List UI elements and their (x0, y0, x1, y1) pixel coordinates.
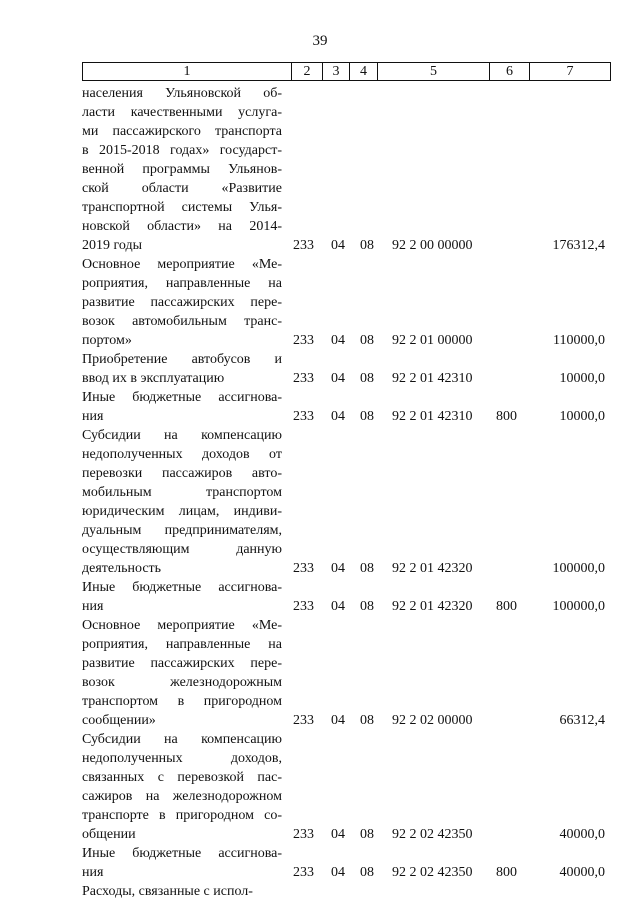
row-description-line: ской области «Развитие (82, 181, 282, 196)
row-description-line: дуальным предпринимателям, (82, 523, 282, 538)
cell-c2: 233 (293, 409, 314, 424)
row-description-line: сажиров на железнодорожном (82, 789, 282, 804)
cell-c2: 233 (293, 561, 314, 576)
row-description-line: ния (82, 865, 104, 880)
cell-c4: 08 (360, 409, 374, 424)
row-description-line: развитие пассажирских пере- (82, 295, 282, 310)
row-description-line: мобильным транспортом (82, 485, 282, 500)
row-values (0, 863, 640, 882)
row-description-line: недополученных доходов, (82, 751, 282, 766)
cell-c3: 04 (331, 599, 345, 614)
row-description-line: связанных с перевозкой пас- (82, 770, 282, 785)
cell-c7: 110000,0 (553, 333, 605, 348)
row-values (0, 711, 640, 730)
row-description-line: Иные бюджетные ассигнова- (82, 390, 282, 405)
cell-c6: 800 (496, 599, 517, 614)
row-values (0, 559, 640, 578)
row-description-line: 2019 годы (82, 238, 143, 253)
table-row (82, 426, 282, 578)
row-values (0, 882, 640, 901)
cell-c2: 233 (293, 371, 314, 386)
cell-c6: 800 (496, 409, 517, 424)
cell-c3: 04 (331, 238, 345, 253)
cell-c2: 233 (293, 238, 314, 253)
row-description-line: ласти качественными услуга- (82, 105, 282, 120)
row-description-line: новской области» на 2014- (82, 219, 282, 234)
cell-c7: 66312,4 (559, 713, 605, 728)
cell-c5: 92 2 02 00000 (392, 713, 473, 728)
cell-c3: 04 (331, 561, 345, 576)
row-description-line: ми пассажирского транспорта (82, 124, 282, 139)
row-description-line: портом» (82, 333, 132, 348)
cell-c5: 92 2 00 00000 (392, 238, 473, 253)
page-number: 39 (312, 33, 328, 49)
row-description-line: ния (82, 409, 104, 424)
row-values (0, 825, 640, 844)
cell-c3: 04 (331, 333, 345, 348)
row-description-line: венной программы Ульянов- (82, 162, 282, 177)
row-values (0, 597, 640, 616)
cell-c2: 233 (293, 599, 314, 614)
cell-c7: 10000,0 (559, 409, 605, 424)
row-description-line: перевозки пассажиров авто- (82, 466, 282, 481)
row-description-line: сообщении» (82, 713, 156, 728)
cell-c4: 08 (360, 333, 374, 348)
row-values (0, 407, 640, 426)
row-description-line: Субсидии на компенсацию (82, 732, 282, 747)
cell-c5: 92 2 01 42320 (392, 561, 473, 576)
row-description-line: общении (82, 827, 136, 842)
cell-c7: 100000,0 (552, 561, 605, 576)
cell-c4: 08 (360, 713, 374, 728)
row-values (0, 236, 640, 255)
cell-c3: 04 (331, 827, 345, 842)
cell-c4: 08 (360, 238, 374, 253)
header-col-7: 7 (566, 64, 574, 79)
cell-c2: 233 (293, 713, 314, 728)
row-description-line: транспорте в пригородном со- (82, 808, 282, 823)
cell-c5: 92 2 01 00000 (392, 333, 473, 348)
cell-c4: 08 (360, 371, 374, 386)
cell-c3: 04 (331, 409, 345, 424)
row-values (0, 369, 640, 388)
row-description-line: транспортной системы Улья- (82, 200, 282, 215)
row-description-line: юридическим лицам, индиви- (82, 504, 282, 519)
row-description-line: осуществляющим данную (82, 542, 282, 557)
row-description-line: населения Ульяновской об- (82, 86, 282, 101)
row-description-line: Субсидии на компенсацию (82, 428, 282, 443)
header-col-2: 2 (303, 64, 311, 79)
header-col-4: 4 (360, 64, 367, 79)
cell-c2: 233 (293, 865, 314, 880)
cell-c5: 92 2 01 42320 (392, 599, 473, 614)
row-description-line: возок автомобильным транс- (82, 314, 282, 329)
row-description-line: ввод их в эксплуатацию (82, 371, 225, 386)
cell-c6: 800 (496, 865, 517, 880)
row-description-line: Приобретение автобусов и (82, 352, 282, 367)
cell-c7: 100000,0 (552, 599, 605, 614)
cell-c4: 08 (360, 561, 374, 576)
row-description-line: роприятия, направленные на (82, 276, 282, 291)
cell-c5: 92 2 01 42310 (392, 371, 473, 386)
row-description-line: ния (82, 599, 104, 614)
header-col-6: 6 (506, 64, 513, 79)
row-description-line: роприятия, направленные на (82, 637, 282, 652)
cell-c5: 92 2 02 42350 (392, 865, 473, 880)
cell-c7: 176312,4 (552, 238, 605, 253)
header-col-1: 1 (183, 64, 191, 79)
cell-c5: 92 2 02 42350 (392, 827, 473, 842)
row-description-line: Иные бюджетные ассигнова- (82, 580, 282, 595)
header-col-5: 5 (430, 64, 437, 79)
cell-c4: 08 (360, 865, 374, 880)
row-description-line: возок железнодорожным (82, 675, 282, 690)
cell-c2: 233 (293, 827, 314, 842)
cell-c2: 233 (293, 333, 314, 348)
row-description-line: Иные бюджетные ассигнова- (82, 846, 282, 861)
row-description-line: транспортом в пригородном (82, 694, 282, 709)
row-description-line: деятельность (82, 561, 162, 576)
row-description-line: в 2015-2018 годах» государст- (82, 143, 282, 158)
cell-c3: 04 (331, 865, 345, 880)
row-description-line: Основное мероприятие «Ме- (82, 618, 282, 633)
cell-c5: 92 2 01 42310 (392, 409, 473, 424)
cell-c3: 04 (331, 371, 345, 386)
cell-c3: 04 (331, 713, 345, 728)
row-values (0, 331, 640, 350)
row-description-line: Основное мероприятие «Ме- (82, 257, 282, 272)
header-col-3: 3 (332, 64, 340, 79)
cell-c4: 08 (360, 827, 374, 842)
row-description-line: недополученных доходов от (82, 447, 282, 462)
cell-c7: 40000,0 (559, 865, 605, 880)
cell-c4: 08 (360, 599, 374, 614)
table-header (82, 62, 611, 81)
cell-c7: 40000,0 (559, 827, 605, 842)
row-description-line: развитие пассажирских пере- (82, 656, 282, 671)
cell-c7: 10000,0 (559, 371, 605, 386)
table-row (82, 84, 282, 255)
row-description-line: Расходы, связанные с испол- (82, 884, 253, 899)
